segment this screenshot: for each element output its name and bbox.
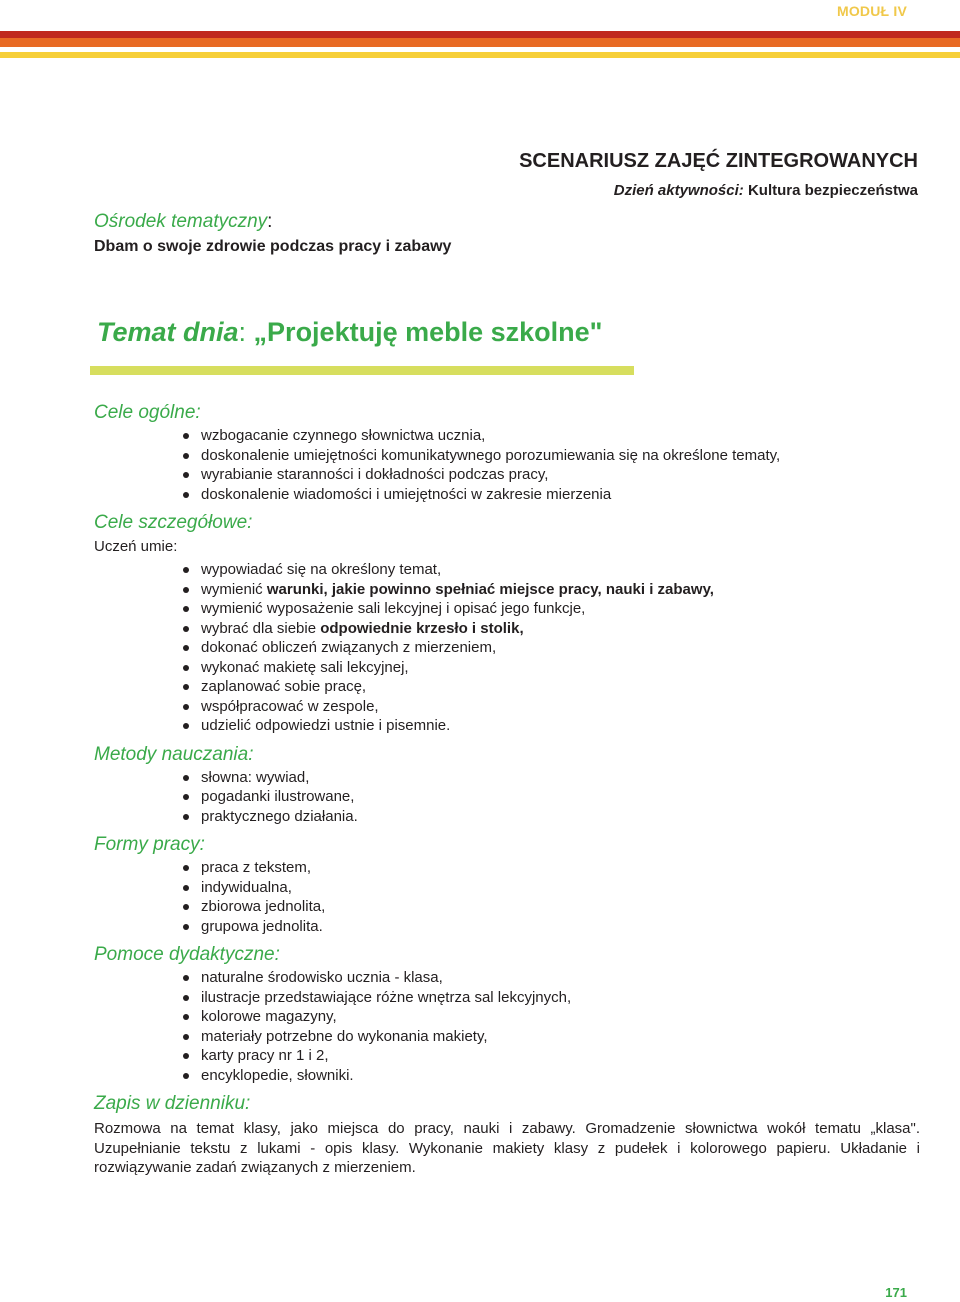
scenario-title: SCENARIUSZ ZAJĘĆ ZINTEGROWANYCH <box>519 150 918 172</box>
list-item: wzbogacanie czynnego słownictwa ucznia, <box>201 426 920 446</box>
osrodek-heading <box>94 211 272 233</box>
module-label: MODUŁ IV <box>836 3 907 19</box>
list-item: doskonalenie umiejętności komunikatywnego porozumiewania się na określone tematy, <box>201 446 920 466</box>
list-item: doskonalenie wiadomości i umiejętności w zakresie mierzenia <box>201 485 920 505</box>
item-text: wymienić <box>201 580 267 598</box>
zapis-text: Rozmowa na temat klasy, jako miejsca do pracy, nauki i zabawy. Gromadzenie słownictwa wokół tematu „klasa". Uzupełnianie tekstu z lukami - opis klasy. Wykonanie makiety klasy z pudełek i kolorowego papieru. Układanie i rozwiązywanie zadań związanych z mierzeniem. <box>94 1120 920 1177</box>
cele-ogolne-list <box>94 426 920 504</box>
osrodek-label: Ośrodek tematyczny <box>94 211 268 232</box>
cele-szczegolowe-intro: Uczeń umie: <box>94 538 178 555</box>
list-item <box>201 599 920 619</box>
list-item: materiały potrzebne do wykonania makiety, <box>201 1027 920 1047</box>
osrodek-text: Dbam o swoje zdrowie podczas pracy i zabawy <box>94 238 452 255</box>
list-item: praca z tekstem, <box>201 858 920 878</box>
item-text: wykonać makietę sali lekcyjnej, <box>201 658 409 676</box>
topic-heading <box>97 317 602 348</box>
metody-heading: Metody nauczania: <box>94 743 254 765</box>
list-item: grupowa jednolita. <box>201 917 920 937</box>
list-item: pogadanki ilustrowane, <box>201 787 920 807</box>
item-text: udzielić odpowiedzi ustnie i pisemnie. <box>201 717 451 734</box>
header-stripe-red <box>0 31 960 38</box>
list-item: indywidualna, <box>201 878 920 898</box>
list-item: naturalne środowisko ucznia - klasa, <box>201 968 920 988</box>
cele-szczegolowe-list <box>94 560 920 736</box>
formy-heading: Formy pracy: <box>94 834 205 855</box>
pomoce-list <box>94 968 920 1085</box>
metody-list <box>94 768 920 827</box>
formy-list <box>94 858 920 936</box>
cele-szczegolowe-heading: Cele szczegółowe: <box>94 512 253 533</box>
scenario-subtitle <box>614 182 918 199</box>
pomoce-heading: Pomoce dydaktyczne: <box>94 944 280 965</box>
osrodek-colon: : <box>267 211 273 232</box>
list-item <box>201 560 920 580</box>
list-item: kolorowe magazyny, <box>201 1007 920 1027</box>
list-item <box>201 658 920 678</box>
zapis-heading: Zapis w dzienniku: <box>94 1093 251 1114</box>
subtitle-value: Kultura bezpieczeństwa <box>747 182 918 199</box>
item-text: wypowiadać się na określony temat, <box>201 561 442 578</box>
list-item: wyrabianie staranności i dokładności podczas pracy, <box>201 465 920 485</box>
topic-value: „Projektuję meble szkolne" <box>246 317 603 347</box>
page-number: 171 <box>885 1285 907 1300</box>
list-item <box>201 697 920 717</box>
list-item <box>201 580 920 600</box>
list-item: słowna: wywiad, <box>201 768 920 788</box>
header-stripe-orange <box>0 38 960 47</box>
list-item <box>201 716 920 736</box>
item-text: wybrać dla siebie <box>201 619 321 637</box>
subtitle-label: Dzień aktywności: <box>613 182 744 199</box>
item-bold-text: odpowiednie krzesło i stolik, <box>320 619 524 637</box>
item-text: zaplanować sobie pracę, <box>201 678 367 695</box>
list-item <box>201 677 920 697</box>
list-item: zbiorowa jednolita, <box>201 897 920 917</box>
list-item <box>201 638 920 658</box>
item-text: wymienić wyposażenie sali lekcyjnej i opisać jego funkcje, <box>201 600 586 617</box>
topic-underline <box>90 366 634 375</box>
item-bold-text: warunki, jakie powinno spełniać miejsce pracy, nauki i zabawy, <box>266 580 714 598</box>
cele-ogolne-heading: Cele ogólne: <box>94 402 201 423</box>
topic-label: Temat dnia <box>97 317 239 347</box>
header-stripe-yellow <box>0 52 960 58</box>
list-item: praktycznego działania. <box>201 807 920 827</box>
main-content <box>94 400 920 1178</box>
item-text: współpracować w zespole, <box>201 697 379 715</box>
list-item: ilustracje przedstawiające różne wnętrza sal lekcyjnych, <box>201 988 920 1008</box>
list-item: karty pracy nr 1 i 2, <box>201 1046 920 1066</box>
topic-colon: : <box>238 317 247 347</box>
list-item: encyklopedie, słowniki. <box>201 1066 920 1086</box>
item-text: dokonać obliczeń związanych z mierzeniem, <box>201 639 497 656</box>
list-item <box>201 619 920 639</box>
